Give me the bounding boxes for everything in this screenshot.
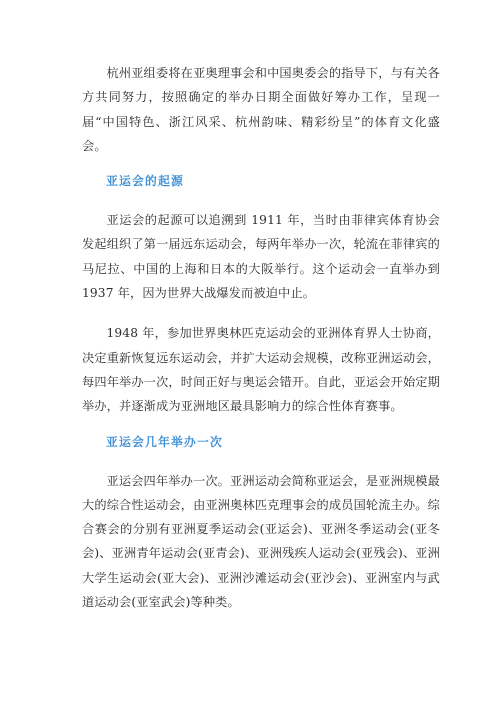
frequency-paragraph: 亚运会四年举办一次。亚洲运动会简称亚运会，是亚洲规模最大的综合性运动会，由亚洲奥林匹克理事会的成员国轮流主办。综合赛会的分别有亚洲夏季运动会(亚运会)、亚洲冬季运动会(亚冬会)、亚洲青年运动会(亚青会)、亚洲残疾人运动会(亚残会)、亚洲大学生运动会(亚大会)、亚洲沙滩运动会(亚沙会)、亚洲室内与武道运动会(亚室武会)等种类。 (82, 473, 440, 610)
section-heading-frequency: 亚运会几年举办一次 (106, 434, 223, 449)
origin-paragraph-1: 亚运会的起源可以追溯到 1911 年，当时由菲律宾体育协会发起组织了第一届远东运动会，每两年举办一次，轮流在菲律宾的马尼拉、中国的上海和日本的大阪举行。这个运动会一直举办到 1937 年，因为世界大战爆发而被迫中止。 (82, 213, 440, 301)
origin-paragraph-2: 1948 年，参加世界奥林匹克运动会的亚洲体育界人士协商，决定重新恢复远东运动会，并扩大运动会规模，改称亚洲运动会，每四年举办一次，时间正好与奥运会错开。自此，亚运会开始定期举办，并逐渐成为亚洲地区最具影响力的综合性体育赛事。 (82, 326, 440, 414)
document-body (82, 61, 440, 614)
intro-paragraph: 杭州亚组委将在亚奥理事会和中国奥委会的指导下，与有关各方共同努力，按照确定的举办日期全面做好筹办工作，呈现一届“中国特色、浙江风采、杭州韵味、精彩纷呈”的体育文化盛会。 (82, 66, 440, 153)
section-heading-origin: 亚运会的起源 (106, 174, 184, 189)
